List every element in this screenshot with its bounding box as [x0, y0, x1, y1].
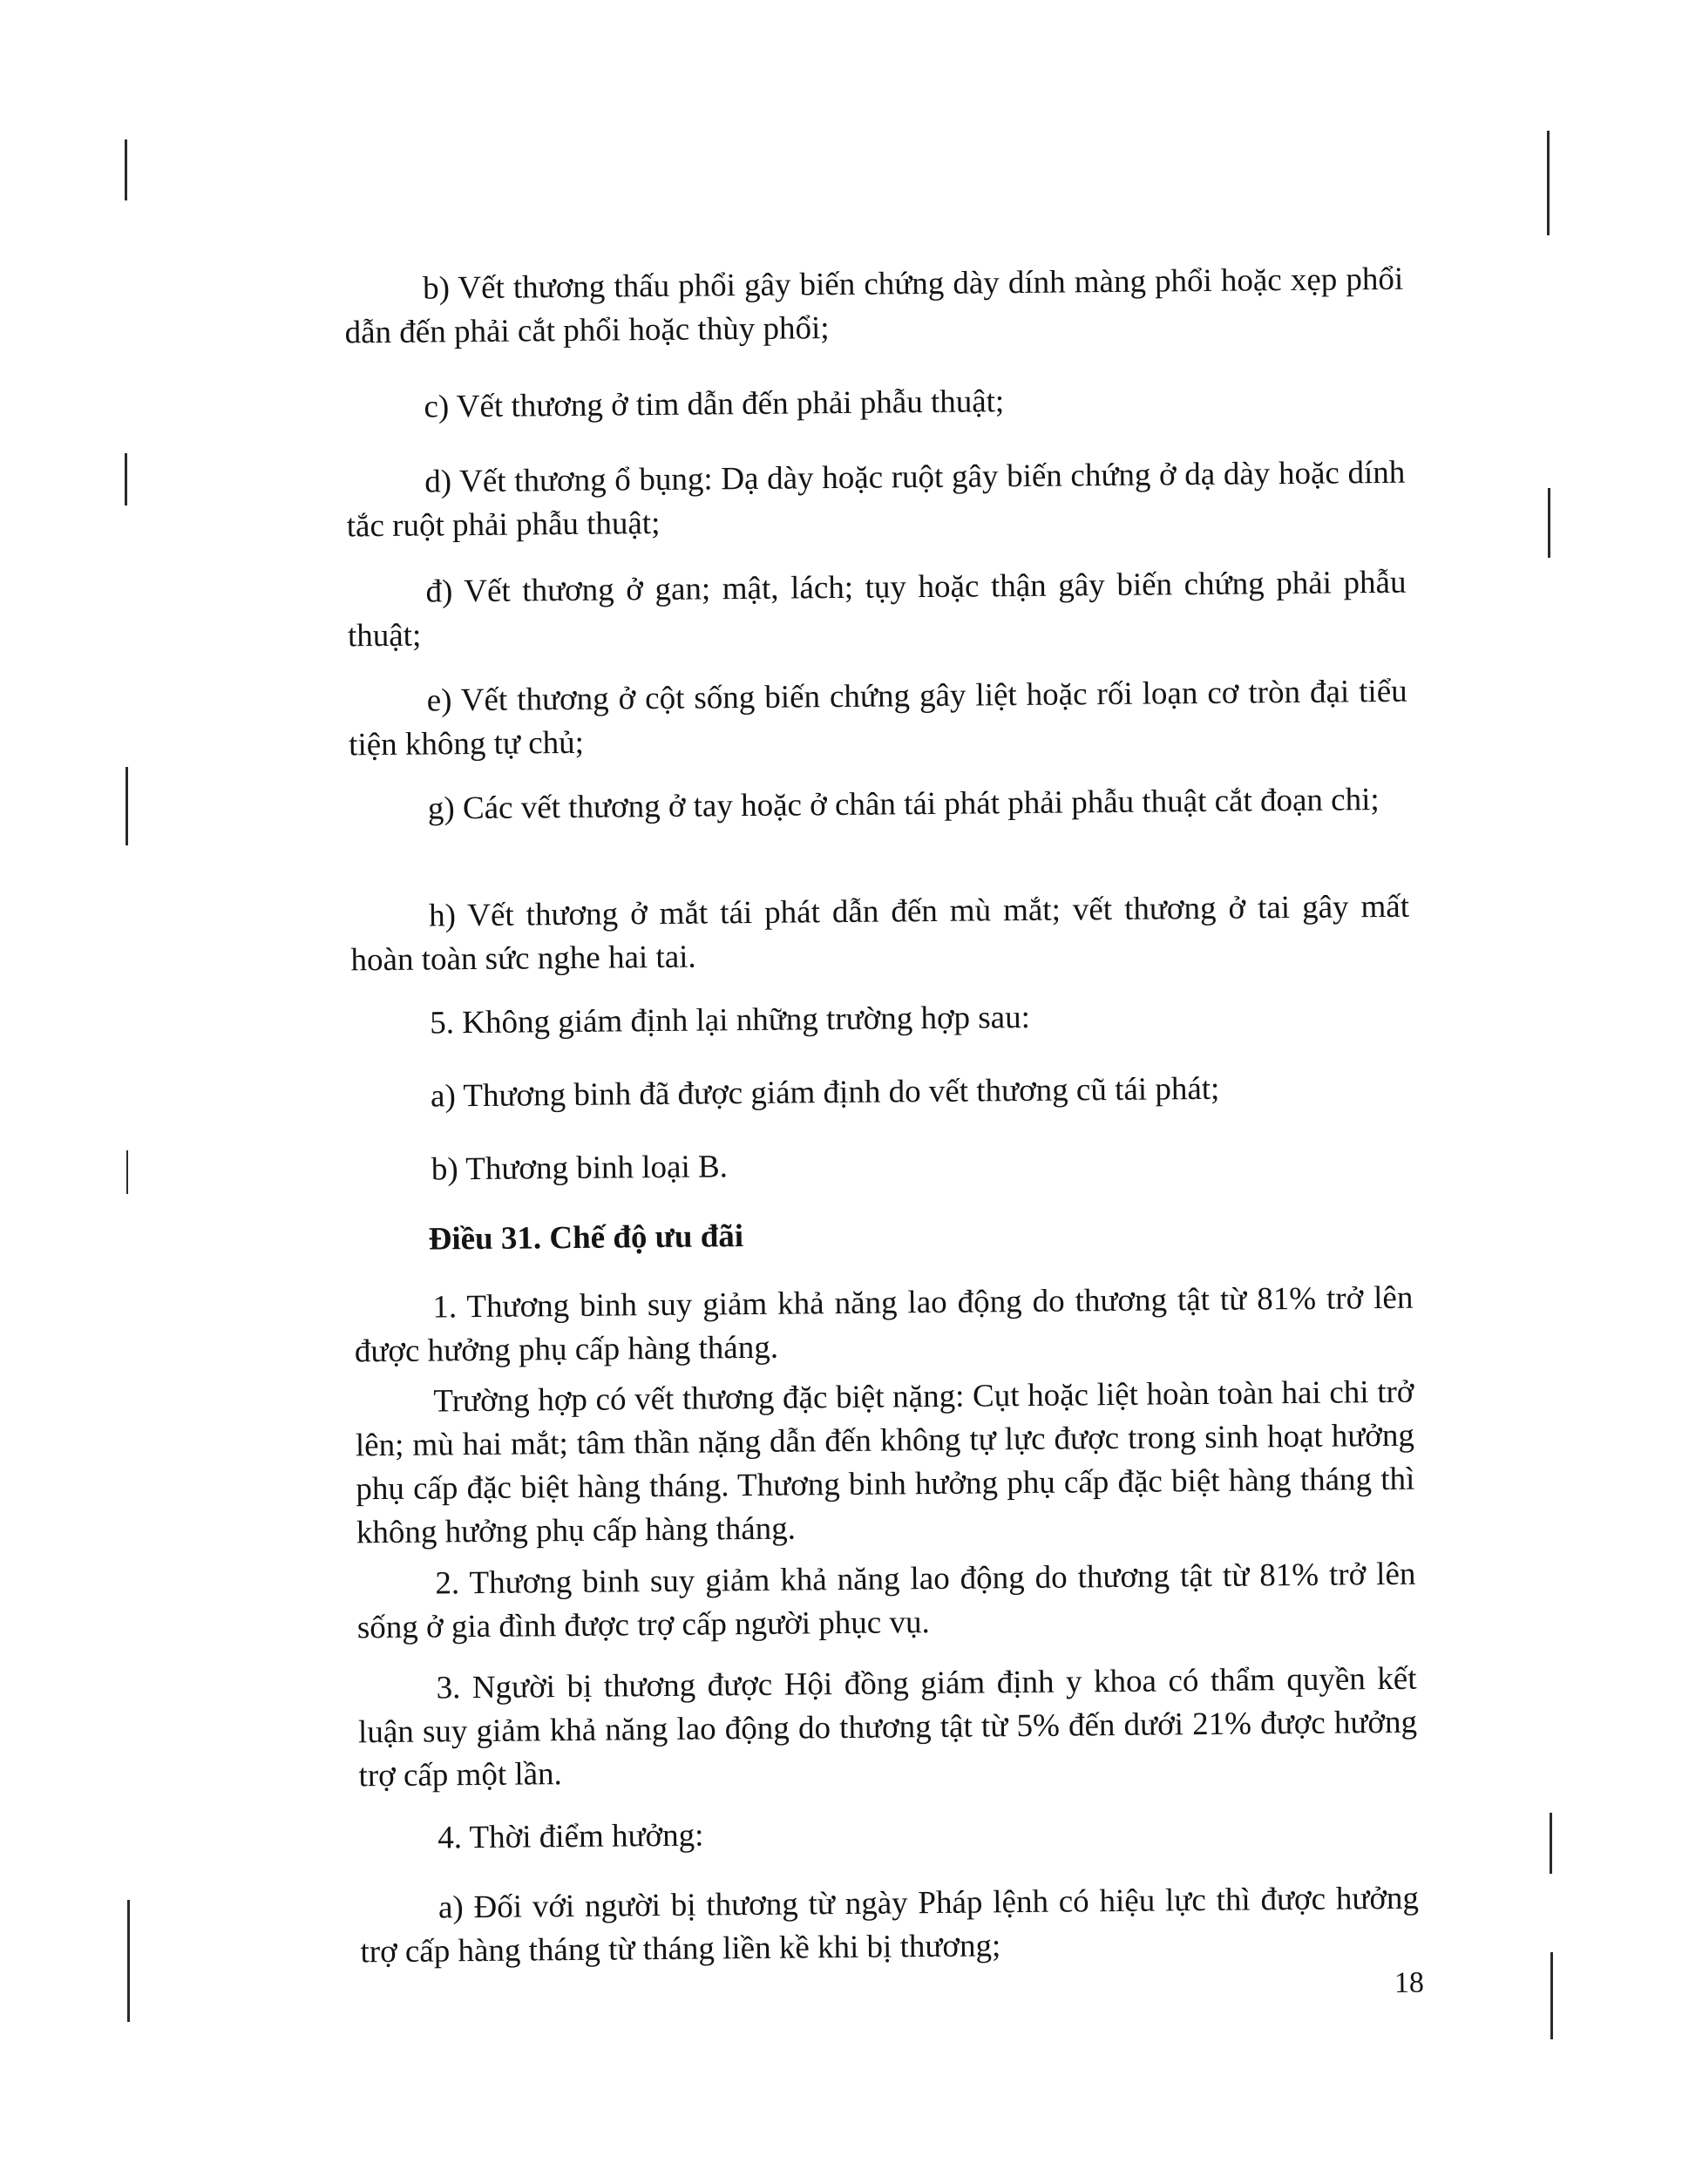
paragraph-h-eye-ear-wound: h) Vết thương ở mắt tái phát dẫn đến mù mắt; vết thương ở tai gây mất hoàn toàn sức nghe hai tai.	[350, 888, 1410, 979]
scan-edge-mark	[125, 767, 128, 845]
paragraph-c-heart-wound: c) Vết thương ở tim dẫn đến phải phẫu thuật;	[424, 383, 1005, 425]
scan-edge-mark	[1550, 1952, 1553, 2039]
paragraph-31-2: 2. Thương binh suy giảm khả năng lao động do thương tật từ 81% trở lên sống ở gia đình được trợ cấp người phục vụ.	[356, 1556, 1416, 1646]
paragraph-5a: a) Thương binh đã được giám định do vết thương cũ tái phát;	[430, 1070, 1220, 1115]
page-number: 18	[1394, 1966, 1425, 1999]
paragraph-e-spine-wound: e) Vết thương ở cột sống biến chứng gây liệt hoặc rối loạn cơ tròn đại tiểu tiện không tự chủ;	[348, 673, 1407, 763]
paragraph-dd-liver-wound: đ) Vết thương ở gan; mật, lách; tụy hoặc thận gây biến chứng phải phẫu thuật;	[347, 564, 1407, 655]
paragraph-b-lung-wound: b) Vết thương thấu phổi gây biến chứng dày dính màng phổi hoặc xẹp phổi dẫn đến phải cắt phổi hoặc thùy phổi;	[344, 261, 1404, 351]
paragraph-d-abdominal-wound: d) Vết thương ổ bụng: Dạ dày hoặc ruột gây biến chứng ở dạ dày hoặc dính tắc ruột phải phẫu thuật;	[346, 454, 1406, 545]
paragraph-5-no-reassessment: 5. Không giám định lại những trường hợp sau:	[430, 999, 1031, 1041]
paragraph-5b: b) Thương binh loại B.	[431, 1149, 729, 1188]
paragraph-31-1: 1. Thương binh suy giảm khả năng lao động do thương tật từ 81% trở lên được hưởng phụ cấp hàng tháng.	[354, 1279, 1414, 1370]
paragraph-31-4a: a) Đối với người bị thương từ ngày Pháp lệnh có hiệu lực thì được hưởng trợ cấp hàng tháng từ tháng liền kề khi bị thương;	[360, 1880, 1420, 1970]
paragraph-31-4: 4. Thời điểm hưởng:	[437, 1817, 704, 1856]
scan-edge-mark	[127, 1900, 130, 2022]
article-heading: Điều 31. Chế độ ưu đãi	[428, 1218, 744, 1258]
paragraph-g-limb-wound: g) Các vết thương ở tay hoặc ở chân tái phát phải phẫu thuật cắt đoạn chi;	[427, 782, 1380, 827]
scan-edge-mark	[125, 139, 127, 200]
scan-edge-mark	[125, 453, 127, 505]
scan-edge-mark	[1547, 131, 1550, 235]
paragraph-31-special-case: Trường hợp có vết thương đặc biệt nặng: Cụt hoặc liệt hoàn toàn hai chi trở lên; mù hai mắt; tâm thần nặng dẫn đến không tự lực được trong sinh hoạt hưởng phụ cấp đặc biệt hàng tháng. Thương binh hưởng phụ cấp đặc biệt hàng tháng thì không hưởng phụ cấp hàng tháng.	[355, 1373, 1415, 1551]
paragraph-31-3: 3. Người bị thương được Hội đồng giám định y khoa có thẩm quyền kết luận suy giảm khả năng lao động do thương tật từ 5% đến dưới 21% được hưởng trợ cấp một lần.	[357, 1660, 1418, 1794]
scan-edge-mark	[126, 1150, 128, 1194]
scan-edge-mark	[1548, 488, 1550, 558]
scan-edge-mark	[1550, 1813, 1552, 1874]
